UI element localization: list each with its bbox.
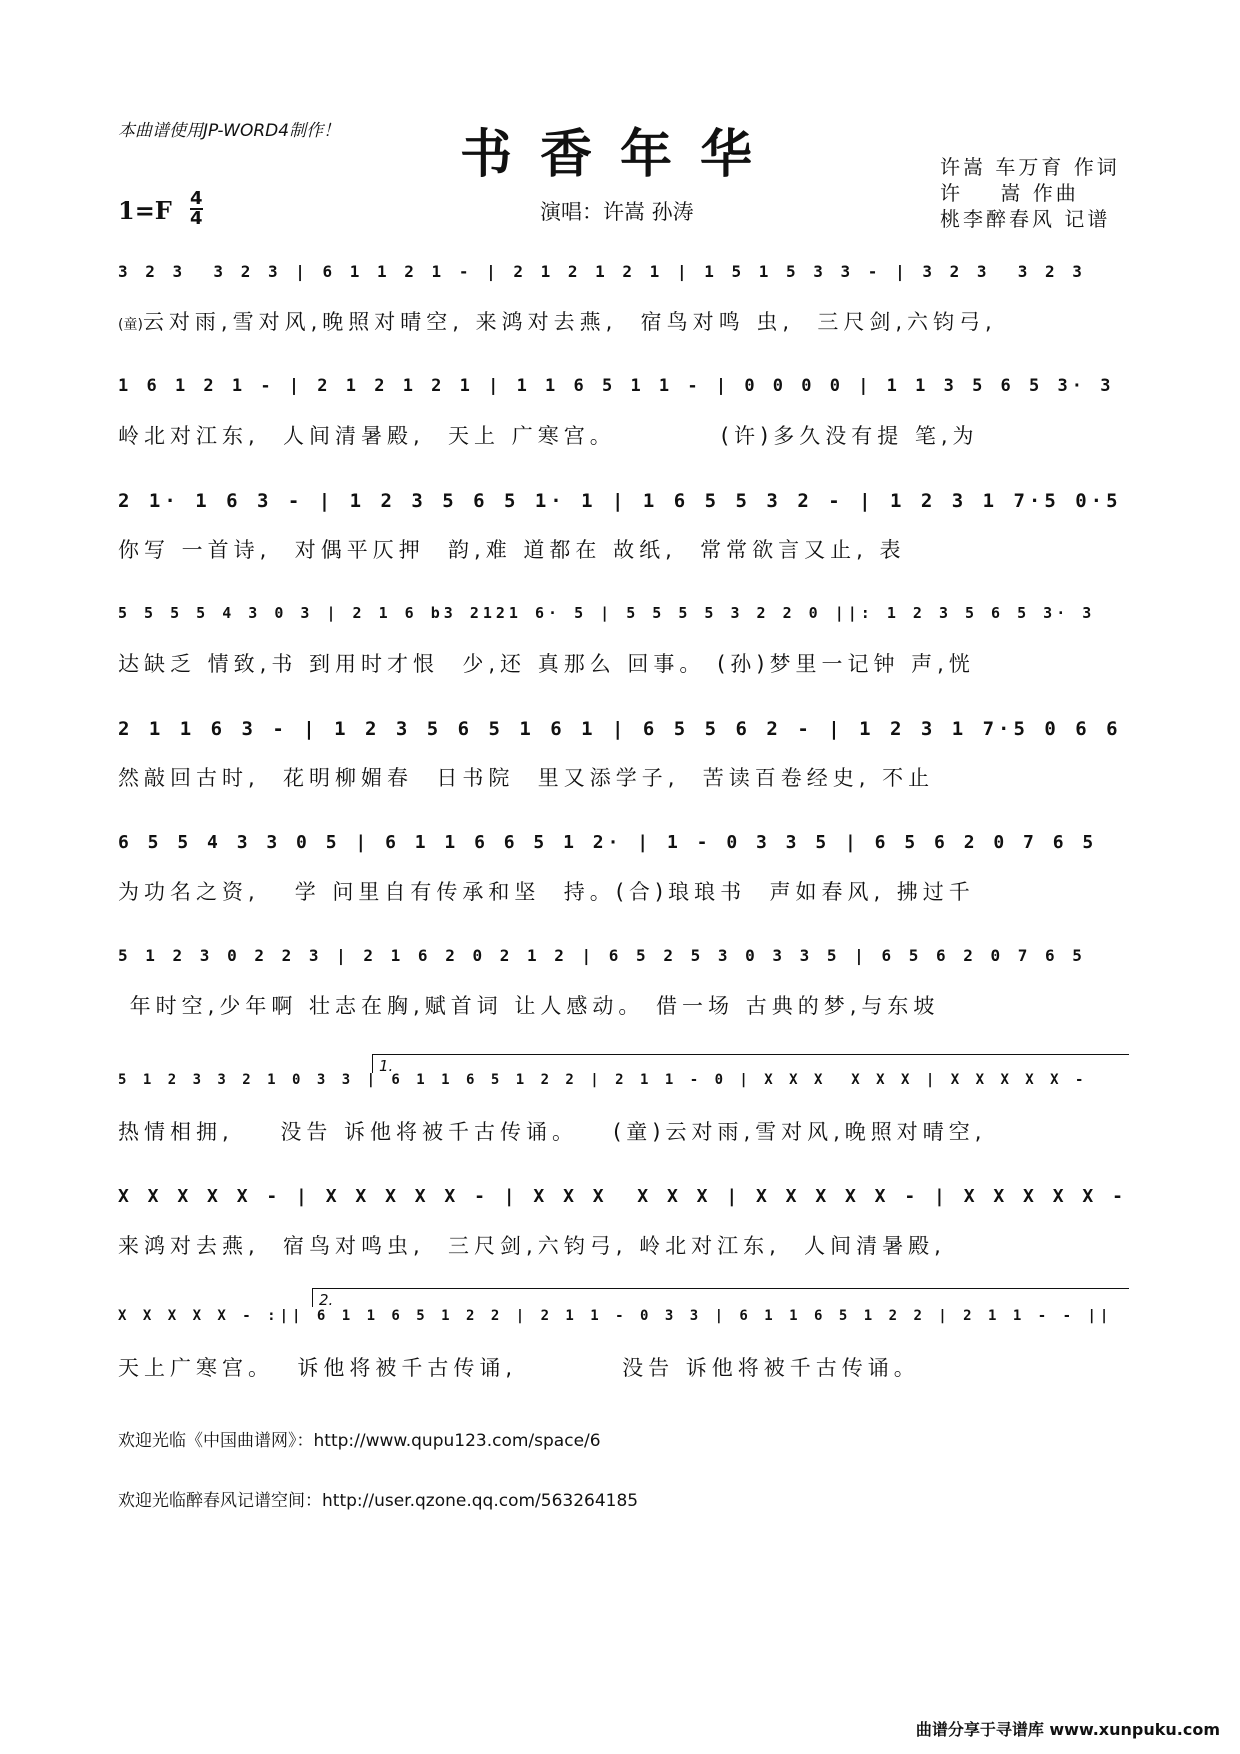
song-title: 书香年华 — [459, 124, 780, 185]
lyric-text: 岭北对江东, 人间清暑殿, 天上 广寒宫。 (许)多久没有提 笔,为 — [118, 424, 979, 448]
credit-composer: 许 嵩 作曲 — [940, 181, 1079, 205]
time-signature — [190, 190, 203, 228]
lyric-text: 年时空,少年啊 壮志在胸,赋首词 让人感动。 借一场 古典的梦,与东坡 — [118, 994, 940, 1018]
notation-line: 5 5 5 5 4 3 0 3 | 2 1 6 b3 2121 6· 5 | 5 5 5 5 3 2 2 0 ||: 1 2 3 5 6 5 3· 3 — [118, 604, 1096, 622]
time-bottom: 4 — [190, 208, 203, 229]
footer-link-qzone[interactable]: 欢迎光临醉春风记谱空间：http://user.qzone.qq.com/563264185 — [118, 1491, 639, 1511]
notation-line: X X X X X - :|| 6 1 1 6 5 1 2 2 | 2 1 1 - 0 3 3 | 6 1 1 6 5 1 2 2 | 2 1 1 - - || — [118, 1308, 1113, 1324]
notation-line: 5 1 2 3 3 2 1 0 3 3 | 6 1 1 6 5 1 2 2 | 2 1 1 - 0 | X X X X X X | X X X X X - — [118, 1072, 1088, 1088]
lyric-line — [118, 306, 1128, 336]
credit-transcriber: 桃李醉春风 记谱 — [940, 207, 1111, 231]
key-signature: 1=F — [118, 196, 172, 225]
lyric-line — [118, 762, 1128, 792]
lyric-line — [118, 1230, 1128, 1260]
volta-first — [372, 1054, 1129, 1073]
credit-note: 本曲谱使用JP-WORD4制作！ — [118, 121, 341, 141]
notation-line: 5 1 2 3 0 2 2 3 | 2 1 6 2 0 2 1 2 | 6 5 2 5 3 0 3 3 5 | 6 5 6 2 0 7 6 5 — [118, 946, 1086, 965]
notation-line: 3 2 3 3 2 3 | 6 1 1 2 1 - | 2 1 2 1 2 1 | 1 5 1 5 3 3 - | 3 2 3 3 2 3 — [118, 262, 1086, 281]
lyric-text: 为功名之资, 学 问里自有传承和坚 持。(合)琅琅书 声如春风, 拂过千 — [118, 880, 975, 904]
lyric-text: 热情相拥, 没告 诉他将被千古传诵。 (童)云对雨,雪对风,晚照对晴空, — [118, 1120, 987, 1144]
lyric-line — [118, 534, 1128, 564]
volta-second — [312, 1288, 1129, 1307]
lyric-text: 云对雨,雪对风,晚照对晴空, 来鸿对去燕, 宿鸟对鸣 虫, 三尺剑,六钧弓, — [142, 310, 997, 334]
lyric-line — [118, 990, 1128, 1020]
lyric-line — [118, 648, 1128, 678]
notation-line: 2 1 1 6 3 - | 1 2 3 5 6 5 1 6 1 | 6 5 5 6 2 - | 1 2 3 1 7·5 0 6 6 — [118, 718, 1122, 740]
lyric-line — [118, 420, 1128, 450]
lyric-text: 然敲回古时, 花明柳媚春 日书院 里又添学子, 苦读百卷经史, 不止 — [118, 766, 935, 790]
credit-lyricist: 许嵩 车万育 作词 — [940, 155, 1120, 179]
singers: 演唱：许嵩 孙涛 — [540, 200, 694, 224]
volta-second-label: 2. — [319, 1291, 334, 1309]
lyric-line — [118, 876, 1128, 906]
notation-line: 6 5 5 4 3 3 0 5 | 6 1 1 6 6 5 1 2· | 1 - 0 3 3 5 | 6 5 6 2 0 7 6 5 — [118, 832, 1098, 853]
credits — [940, 154, 1120, 232]
lyric-singer-mark: (童) — [118, 317, 143, 333]
lyric-line — [118, 1352, 1128, 1382]
volta-first-label: 1. — [379, 1057, 394, 1075]
notation-line: 2 1· 1 6 3 - | 1 2 3 5 6 5 1· 1 | 1 6 5 5 3 2 - | 1 2 3 1 7·5 0·5 — [118, 490, 1122, 512]
footer-link-qupu[interactable]: 欢迎光临《中国曲谱网》：http://www.qupu123.com/space/6 — [118, 1431, 601, 1451]
notation-line: X X X X X - | X X X X X - | X X X X X X | X X X X X - | X X X X X - — [118, 1186, 1127, 1207]
lyric-text: 你写 一首诗, 对偶平仄押 韵,难 道都在 故纸, 常常欲言又止, 表 — [118, 538, 906, 562]
lyric-text: 来鸿对去燕, 宿鸟对鸣虫, 三尺剑,六钧弓, 岭北对江东, 人间清暑殿, — [118, 1234, 946, 1258]
lyric-text: 天上广寒宫。 诉他将被千古传诵, 没告 诉他将被千古传诵。 — [118, 1356, 920, 1380]
watermark: 曲谱分享于寻谱库 www.xunpuku.com — [915, 1720, 1220, 1739]
notation-line: 1 6 1 2 1 - | 2 1 2 1 2 1 | 1 1 6 5 1 1 - | 0 0 0 0 | 1 1 3 5 6 5 3· 3 — [118, 376, 1115, 396]
lyric-line — [118, 1116, 1128, 1146]
time-top: 4 — [190, 188, 203, 209]
lyric-text: 达缺乏 情致,书 到用时才恨 少,还 真那么 回事。 (孙)梦里一记钟 声,恍 — [118, 652, 975, 676]
